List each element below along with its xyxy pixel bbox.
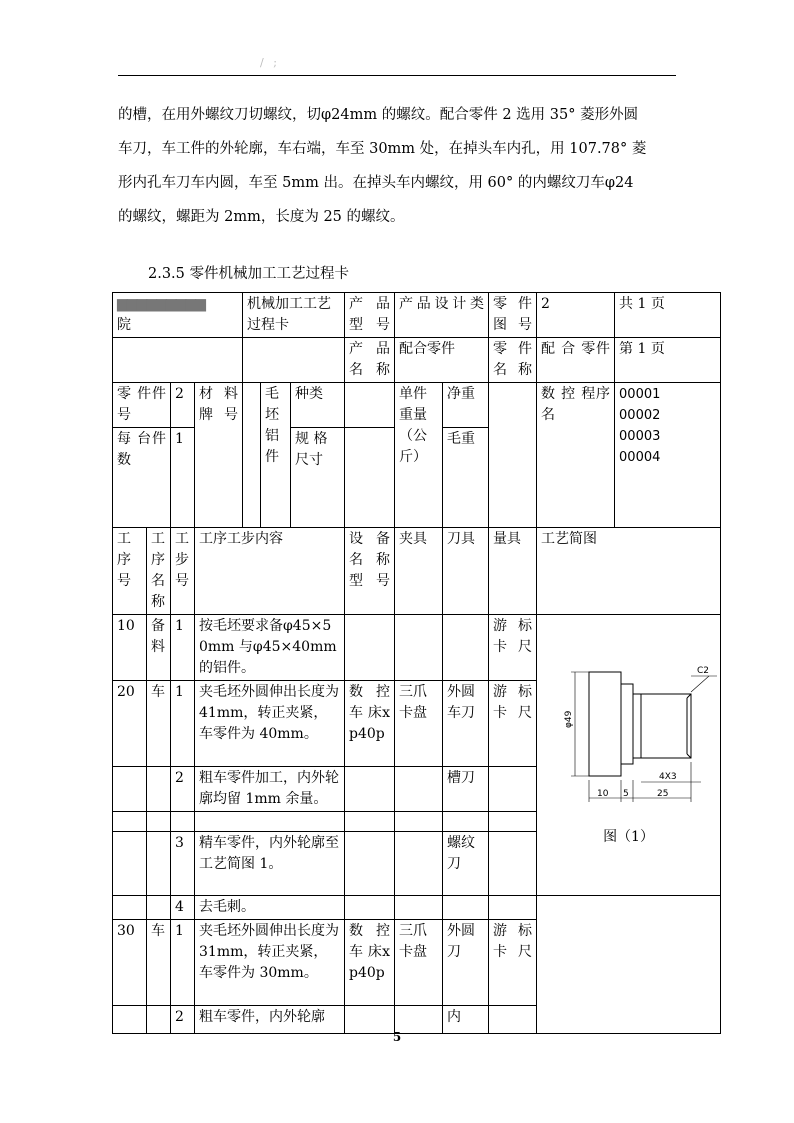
tool: 槽刀: [443, 767, 489, 812]
dim-5: 5: [623, 789, 629, 799]
equipment: 数 控车 床xp40p: [345, 681, 395, 767]
material-label: 材 料牌号: [195, 383, 243, 528]
para-line: 的槽，在用外螺纹刀切螺纹，切φ24mm 的螺纹。配合零件 2 选用 35° 菱形外圆: [118, 107, 639, 123]
op-no: [113, 812, 147, 832]
gauge: [489, 812, 537, 832]
step-no: 4: [171, 896, 195, 920]
op-no: [113, 832, 147, 896]
equipment: [345, 767, 395, 812]
dim-c2: C2: [697, 666, 710, 676]
kind-label: 种类: [291, 383, 345, 428]
school-name: ▆▆▆▆▆▆▆▆▆ 院: [113, 293, 243, 338]
gauge: [489, 832, 537, 896]
part-name-value: 配 合 零件: [537, 338, 615, 383]
col-head: 设 备 名 称型号: [345, 528, 395, 615]
dim-4x3: 4X3: [659, 772, 677, 782]
dim-25: 25: [657, 789, 669, 799]
tool: 螺纹刀: [443, 832, 489, 896]
col-head: 工序工步内容: [195, 528, 345, 615]
step-content: [195, 812, 345, 832]
col-head: 工序名称: [147, 528, 171, 615]
op-name: 备料: [147, 615, 171, 681]
step-content: 精车零件，内外轮廓至工艺简图 1。: [195, 832, 345, 896]
tool: [443, 615, 489, 681]
op-no: [113, 896, 147, 920]
step-content: 夹毛坯外圆伸出长度为 41mm，转正夹紧，车零件为 40mm。: [195, 681, 345, 767]
product-design-label: 产品设计类: [395, 293, 489, 338]
step-no: [171, 812, 195, 832]
fixture: 三爪卡盘: [395, 920, 443, 1006]
fixture: [395, 896, 443, 920]
tool: [443, 896, 489, 920]
fixture: 三爪卡盘: [395, 681, 443, 767]
op-no: 20: [113, 681, 147, 767]
col-head: 刀具: [443, 528, 489, 615]
card-name: 机械加工工艺过程卡: [243, 293, 345, 338]
blank-label: 毛坯铝件: [261, 383, 291, 528]
op-name: [147, 767, 171, 812]
op-name: [147, 812, 171, 832]
step-content: 去毛刺。: [195, 896, 345, 920]
total-pages: 共 1 页: [615, 293, 721, 338]
equipment: [345, 615, 395, 681]
gauge: [489, 767, 537, 812]
gross-label: 毛重: [443, 428, 489, 528]
op-name: [147, 896, 171, 920]
body-paragraph: [118, 98, 678, 234]
col-head: 工序号: [113, 528, 147, 615]
op-name: 车: [147, 920, 171, 1006]
part-drawing-label: 零件图号: [489, 293, 537, 338]
op-no: 30: [113, 920, 147, 1006]
table-row: [113, 615, 721, 681]
step-no: 3: [171, 832, 195, 896]
nc-label: 数 控 程序名: [537, 383, 615, 528]
sketch-empty: [537, 896, 721, 1034]
spec-value: [345, 428, 395, 528]
product-name-label: 产品名称: [345, 338, 395, 383]
gauge: 游标卡尺: [489, 615, 537, 681]
tool: 外圆刀: [443, 920, 489, 1006]
para-line: 的螺纹，螺距为 2mm，长度为 25 的螺纹。: [118, 209, 405, 225]
op-no: 10: [113, 615, 147, 681]
kind-value: [345, 383, 395, 428]
op-no: [113, 767, 147, 812]
weight-value: [489, 383, 537, 528]
part-no-label: 零 件件号: [113, 383, 171, 428]
equipment: 数 控车 床xp40p: [345, 920, 395, 1006]
col-head: 量具: [489, 528, 537, 615]
tool: 内: [443, 1006, 489, 1034]
tool: [443, 812, 489, 832]
step-no: 2: [171, 767, 195, 812]
dim-diameter: φ49: [564, 710, 575, 728]
part-no-value: 2: [171, 383, 195, 428]
page-number: 5: [392, 1030, 402, 1044]
step-no: 2: [171, 1006, 195, 1034]
step-content: 夹毛坯外圆伸出长度为 31mm，转正夹紧，车零件为 30mm。: [195, 920, 345, 1006]
nc-programs: 00001 00002 00003 00004: [615, 383, 721, 528]
unit-weight-label: 单件重量（公斤）: [395, 383, 443, 528]
header-rule: [118, 75, 676, 76]
para-line: 车刀，车工件的外轮廓，车右端，车至 30mm 处，在掉头车内孔，用 107.78° 菱: [118, 141, 647, 157]
step-no: 1: [171, 681, 195, 767]
step-content: 粗车零件加工，内外轮廓均留 1mm 余量。: [195, 767, 345, 812]
page-no: 第 1 页: [615, 338, 721, 383]
para-line: 形内孔车刀车内圆，车至 5mm 出。在掉头车内螺纹，用 60° 的内螺纹刀车φ24: [118, 175, 634, 191]
per-unit-value: 1: [171, 428, 195, 528]
gauge: [489, 896, 537, 920]
fixture: [395, 832, 443, 896]
equipment: [345, 896, 395, 920]
product-name-value: 配合零件: [395, 338, 489, 383]
section-title: 2.3.5 零件机械加工工艺过程卡: [148, 266, 350, 282]
card-name-cont: [243, 338, 345, 383]
step-content: 按毛坯要求备φ45×50mm 与φ45×40mm 的铝件。: [195, 615, 345, 681]
school-cont: [113, 338, 243, 383]
fixture: [395, 812, 443, 832]
op-name: [147, 832, 171, 896]
net-label: 净重: [443, 383, 489, 428]
figure-caption: 图（1）: [603, 829, 654, 845]
gauge: 游标卡尺: [489, 681, 537, 767]
per-unit-label: 每 台件数: [113, 428, 171, 528]
process-sketch-cell: [537, 615, 721, 896]
part-name-label: 零件名称: [489, 338, 537, 383]
part-drawing-value: 2: [537, 293, 615, 338]
step-no: 1: [171, 920, 195, 1006]
step-no: 1: [171, 615, 195, 681]
running-header: / ;: [260, 56, 280, 69]
part-sketch: [541, 662, 719, 822]
spec-label: 规 格尺寸: [291, 428, 345, 528]
fixture: [395, 615, 443, 681]
op-name: 车: [147, 681, 171, 767]
dim-10: 10: [597, 789, 609, 799]
equipment: [345, 812, 395, 832]
step-content: 粗车零件，内外轮廓: [195, 1006, 345, 1034]
material-value: [243, 383, 261, 528]
process-card-table: [112, 292, 721, 1034]
fixture: [395, 767, 443, 812]
col-head: 夹具: [395, 528, 443, 615]
col-head: 工艺简图: [537, 528, 721, 615]
col-head: 工步号: [171, 528, 195, 615]
table-row: [113, 896, 721, 920]
product-model-label: 产品型号: [345, 293, 395, 338]
equipment: [345, 832, 395, 896]
gauge: 游标卡尺: [489, 920, 537, 1006]
tool: 外圆车刀: [443, 681, 489, 767]
